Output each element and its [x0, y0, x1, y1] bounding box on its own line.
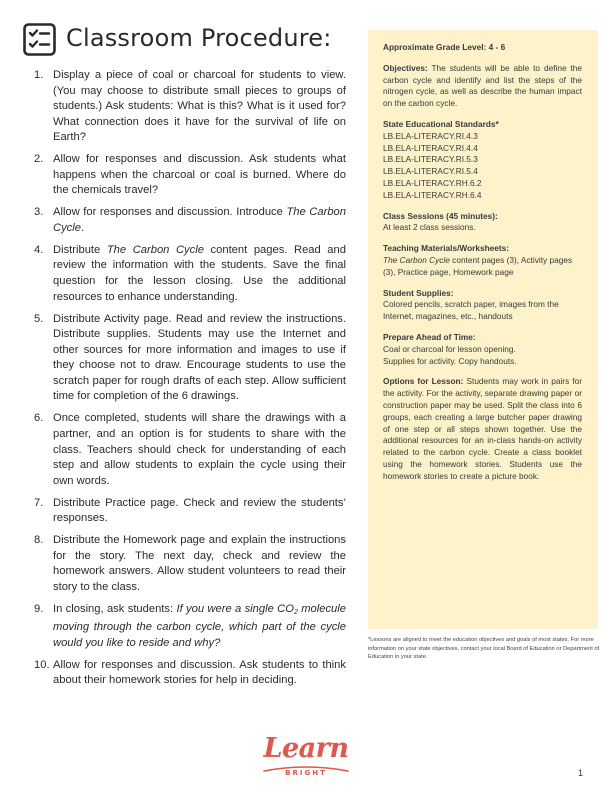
materials-list: content pages (3), Activity pages (3), Practice page, Homework page [383, 254, 573, 277]
step-text: Once completed, students will share the drawings with a partner, and an option is for students to share with the class. Teachers should check for understanding of each step and allow students to explain the cycle using their own words. [53, 412, 346, 487]
step-number: 8. [34, 534, 44, 547]
step-number: 6. [34, 412, 44, 425]
procedure-step [34, 68, 346, 146]
standards-footnote: *Lessons are aligned to meet the education objectives and goals of most states. For more information on your state objectives, contact your local Board of Education or Department of Education in your state. [368, 637, 600, 661]
standard-item: LB.ELA-LITERACY.RI.5.4 [383, 166, 478, 177]
procedure-step [34, 411, 346, 489]
procedure-step [34, 533, 346, 595]
step-text: Distribute [53, 243, 107, 256]
standard-item: LB.ELA-LITERACY.RH.6.4 [383, 189, 482, 200]
step-number: 9. [34, 602, 44, 615]
procedure-step [34, 658, 346, 689]
logo-word: Learn [263, 733, 349, 764]
step-number: 3. [34, 206, 44, 219]
materials-title: The Carbon Cycle [383, 254, 450, 265]
step-text: . [80, 221, 85, 234]
step-text: In closing, ask students: [53, 602, 177, 615]
materials-text [383, 255, 582, 279]
standard-item: LB.ELA-LITERACY.RI.4.4 [383, 142, 478, 153]
supplies-label: Student Supplies: [383, 287, 454, 298]
checklist-icon [23, 23, 56, 56]
step-number: 7. [34, 496, 44, 509]
standards-list [383, 131, 582, 202]
step-text: Distribute the Homework page and explain the instructions for the story. The next day, check and review the homework answers. Allow student volunteers to read their story to the class. [53, 534, 346, 593]
standards [383, 119, 582, 202]
procedure-step [34, 312, 346, 406]
options-text: Students may work in pairs for the activity. For the activity, separate drawing paper or construction paper may be used. Split the class into 6 groups, each creating a large butcher paper drawing of one step or all steps shown together. Use the additional resources for an in-class hands-on activity related to the carbon cycle. Create a class booklet using the homework stories. Students use the homework stories to create a picture book. [383, 376, 582, 481]
step-text: If you were a single CO [176, 602, 294, 615]
standard-item: LB.ELA-LITERACY.RI.5.3 [383, 154, 478, 165]
step-text: Allow for responses and discussion. Ask students to think about their homework stories for help in deciding. [53, 658, 346, 687]
procedure-step [34, 602, 346, 652]
logo-subtitle: BRIGHT [285, 769, 327, 777]
step-text: Allow for responses and discussion. Ask students what happens when the charcoal or coal is burned. Where do the chemicals travel? [53, 153, 346, 197]
procedure-step [34, 152, 346, 199]
procedure-step [34, 496, 346, 527]
standard-item: LB.ELA-LITERACY.RH.6.2 [383, 177, 482, 188]
prepare-line: Supplies for activity. Copy handouts. [383, 355, 517, 366]
procedure-step [34, 205, 346, 236]
standards-label: State Educational Standards* [383, 118, 499, 129]
objectives [383, 63, 582, 110]
supplies-text: Colored pencils, scratch paper, images from the Internet, magazines, etc., handouts [383, 299, 559, 322]
student-supplies [383, 288, 582, 323]
step-text: Distribute Activity page. Read and review the instructions. Distribute supplies. Students may use the Internet and other sources for more information and images to use if they choose not to draw. Encourage students to use the scratch paper for rough drafts of each step. Allow sufficient time for completion of the 6 drawings. [53, 312, 346, 403]
step-text: The Carbon Cycle [106, 243, 204, 256]
grade-level-label: Approximate Grade Level: 4 - 6 [383, 42, 506, 52]
step-number: 4. [34, 243, 44, 256]
page-title: Classroom Procedure: [66, 24, 332, 52]
prepare-label: Prepare Ahead of Time: [383, 331, 476, 342]
procedure-step [34, 243, 346, 305]
objectives-text: The students will be able to define the carbon cycle and identify and list the steps of the nitrogen cycle, as well as describe the human impact on the carbon cycle. [383, 62, 582, 109]
learn-bright-logo [258, 733, 354, 783]
step-text: Allow for responses and discussion. Introduce [53, 206, 287, 219]
step-number: 10. [34, 658, 50, 671]
options-label: Options for Lesson: [383, 376, 464, 387]
step-text: Distribute Practice page. Check and review the students’ responses. [53, 496, 346, 525]
page-number: 1 [578, 768, 584, 778]
step-text: 2 [293, 608, 298, 616]
lesson-info-sidebar [368, 30, 598, 629]
procedure-list [34, 68, 346, 695]
sessions-text: At least 2 class sessions. [383, 222, 476, 233]
step-number: 2. [34, 153, 44, 166]
prepare-line: Coal or charcoal for lesson opening. [383, 343, 516, 354]
step-number: 5. [34, 312, 44, 325]
step-number: 1. [34, 69, 44, 81]
objectives-label: Objectives: [383, 62, 428, 73]
standard-item: LB.ELA-LITERACY.RI.4.3 [383, 130, 478, 141]
prepare-ahead [383, 332, 582, 367]
class-sessions [383, 211, 582, 235]
teaching-materials [383, 243, 582, 278]
step-text: The Carbon Cycle [53, 206, 346, 234]
materials-label: Teaching Materials/Worksheets: [383, 243, 510, 254]
step-text: molecule moving through the carbon cycle, which part of the cycle would you like to reside and why? [53, 602, 346, 649]
lesson-options [383, 376, 582, 482]
step-text: content pages. Read and review the information with the students. Save the final question for the lesson closing. Use the additional resources to enhance understanding. [53, 243, 346, 303]
sessions-label: Class Sessions (45 minutes): [383, 210, 498, 221]
step-text: Display a piece of coal or charcoal for students to view. (You may choose to distribute small pieces to groups of students.) Ask students: What is this? What is it used for? What connection does it have for the survival of life on Earth? [53, 69, 346, 144]
grade-level [383, 42, 582, 54]
